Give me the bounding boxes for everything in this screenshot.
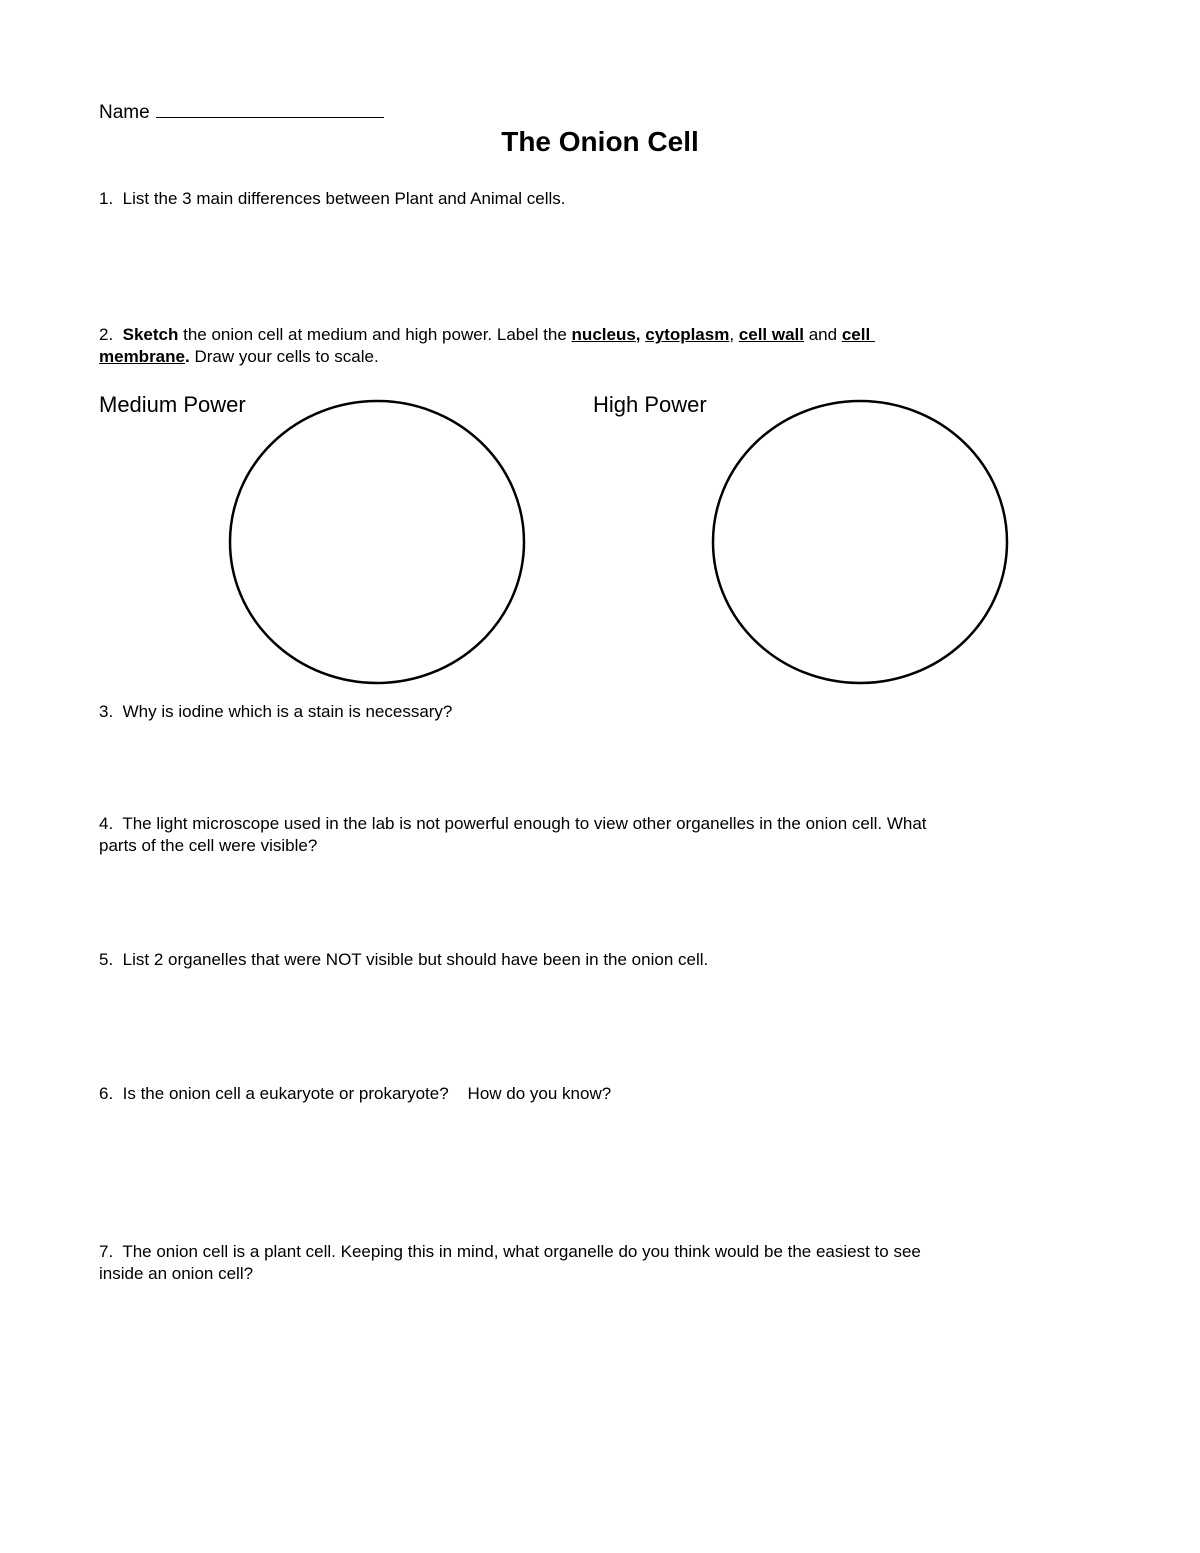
question-3 bbox=[99, 701, 452, 723]
question-text: Draw your cells to scale. bbox=[189, 347, 379, 366]
question-4-line-2: parts of the cell were visible? bbox=[99, 836, 318, 855]
medium-power-sketch-circle[interactable] bbox=[228, 399, 526, 685]
question-4 bbox=[99, 813, 927, 835]
keyword-cell: cell bbox=[841, 325, 871, 344]
question-2 bbox=[99, 324, 875, 346]
question-7-line-2: inside an onion cell? bbox=[99, 1264, 254, 1283]
name-label: Name bbox=[99, 102, 150, 123]
medium-power-label: Medium Power bbox=[99, 392, 246, 417]
question-text: List the 3 main differences between Plant and Animal cells. bbox=[122, 189, 566, 208]
separator: , bbox=[635, 325, 646, 344]
question-7 bbox=[99, 1241, 921, 1263]
conjunction: and bbox=[804, 325, 842, 344]
question-number: 5. bbox=[99, 950, 114, 969]
question-5 bbox=[99, 949, 708, 971]
question-text: the onion cell at medium and high power. Label the bbox=[178, 325, 572, 344]
question-number: 1. bbox=[99, 189, 114, 208]
keyword-nucleus: nucleus bbox=[571, 325, 636, 344]
question-number: 6. bbox=[99, 1084, 114, 1103]
question-text: The light microscope used in the lab is not powerful enough to view other organelles in the onion cell. What bbox=[122, 814, 927, 833]
question-number: 3. bbox=[99, 702, 114, 721]
name-blank-line[interactable] bbox=[156, 101, 384, 118]
question-text: List 2 organelles that were NOT visible but should have been in the onion cell. bbox=[122, 950, 709, 969]
question-text: The onion cell is a plant cell. Keeping this in mind, what organelle do you think would be the easiest to see bbox=[122, 1242, 921, 1261]
high-power-sketch-circle[interactable] bbox=[711, 399, 1009, 685]
keyword-membrane: membrane bbox=[99, 347, 185, 366]
question-number: 2. bbox=[99, 325, 114, 344]
name-field bbox=[99, 101, 384, 124]
question-number: 7. bbox=[99, 1242, 114, 1261]
separator: , bbox=[729, 325, 739, 344]
question-text: Is the onion cell a eukaryote or prokaryote? How do you know? bbox=[122, 1084, 612, 1103]
separator: . bbox=[184, 347, 190, 366]
page-title: The Onion Cell bbox=[501, 126, 699, 157]
question-1 bbox=[99, 188, 566, 210]
question-6 bbox=[99, 1083, 611, 1105]
keyword-cell-wall: cell wall bbox=[738, 325, 804, 344]
question-text: Why is iodine which is a stain is necessary? bbox=[122, 702, 453, 721]
keyword-cytoplasm: cytoplasm bbox=[645, 325, 730, 344]
question-number: 4. bbox=[99, 814, 114, 833]
sketch-keyword: Sketch bbox=[122, 325, 179, 344]
high-power-label: High Power bbox=[593, 392, 707, 417]
question-2-line-2 bbox=[99, 346, 379, 368]
